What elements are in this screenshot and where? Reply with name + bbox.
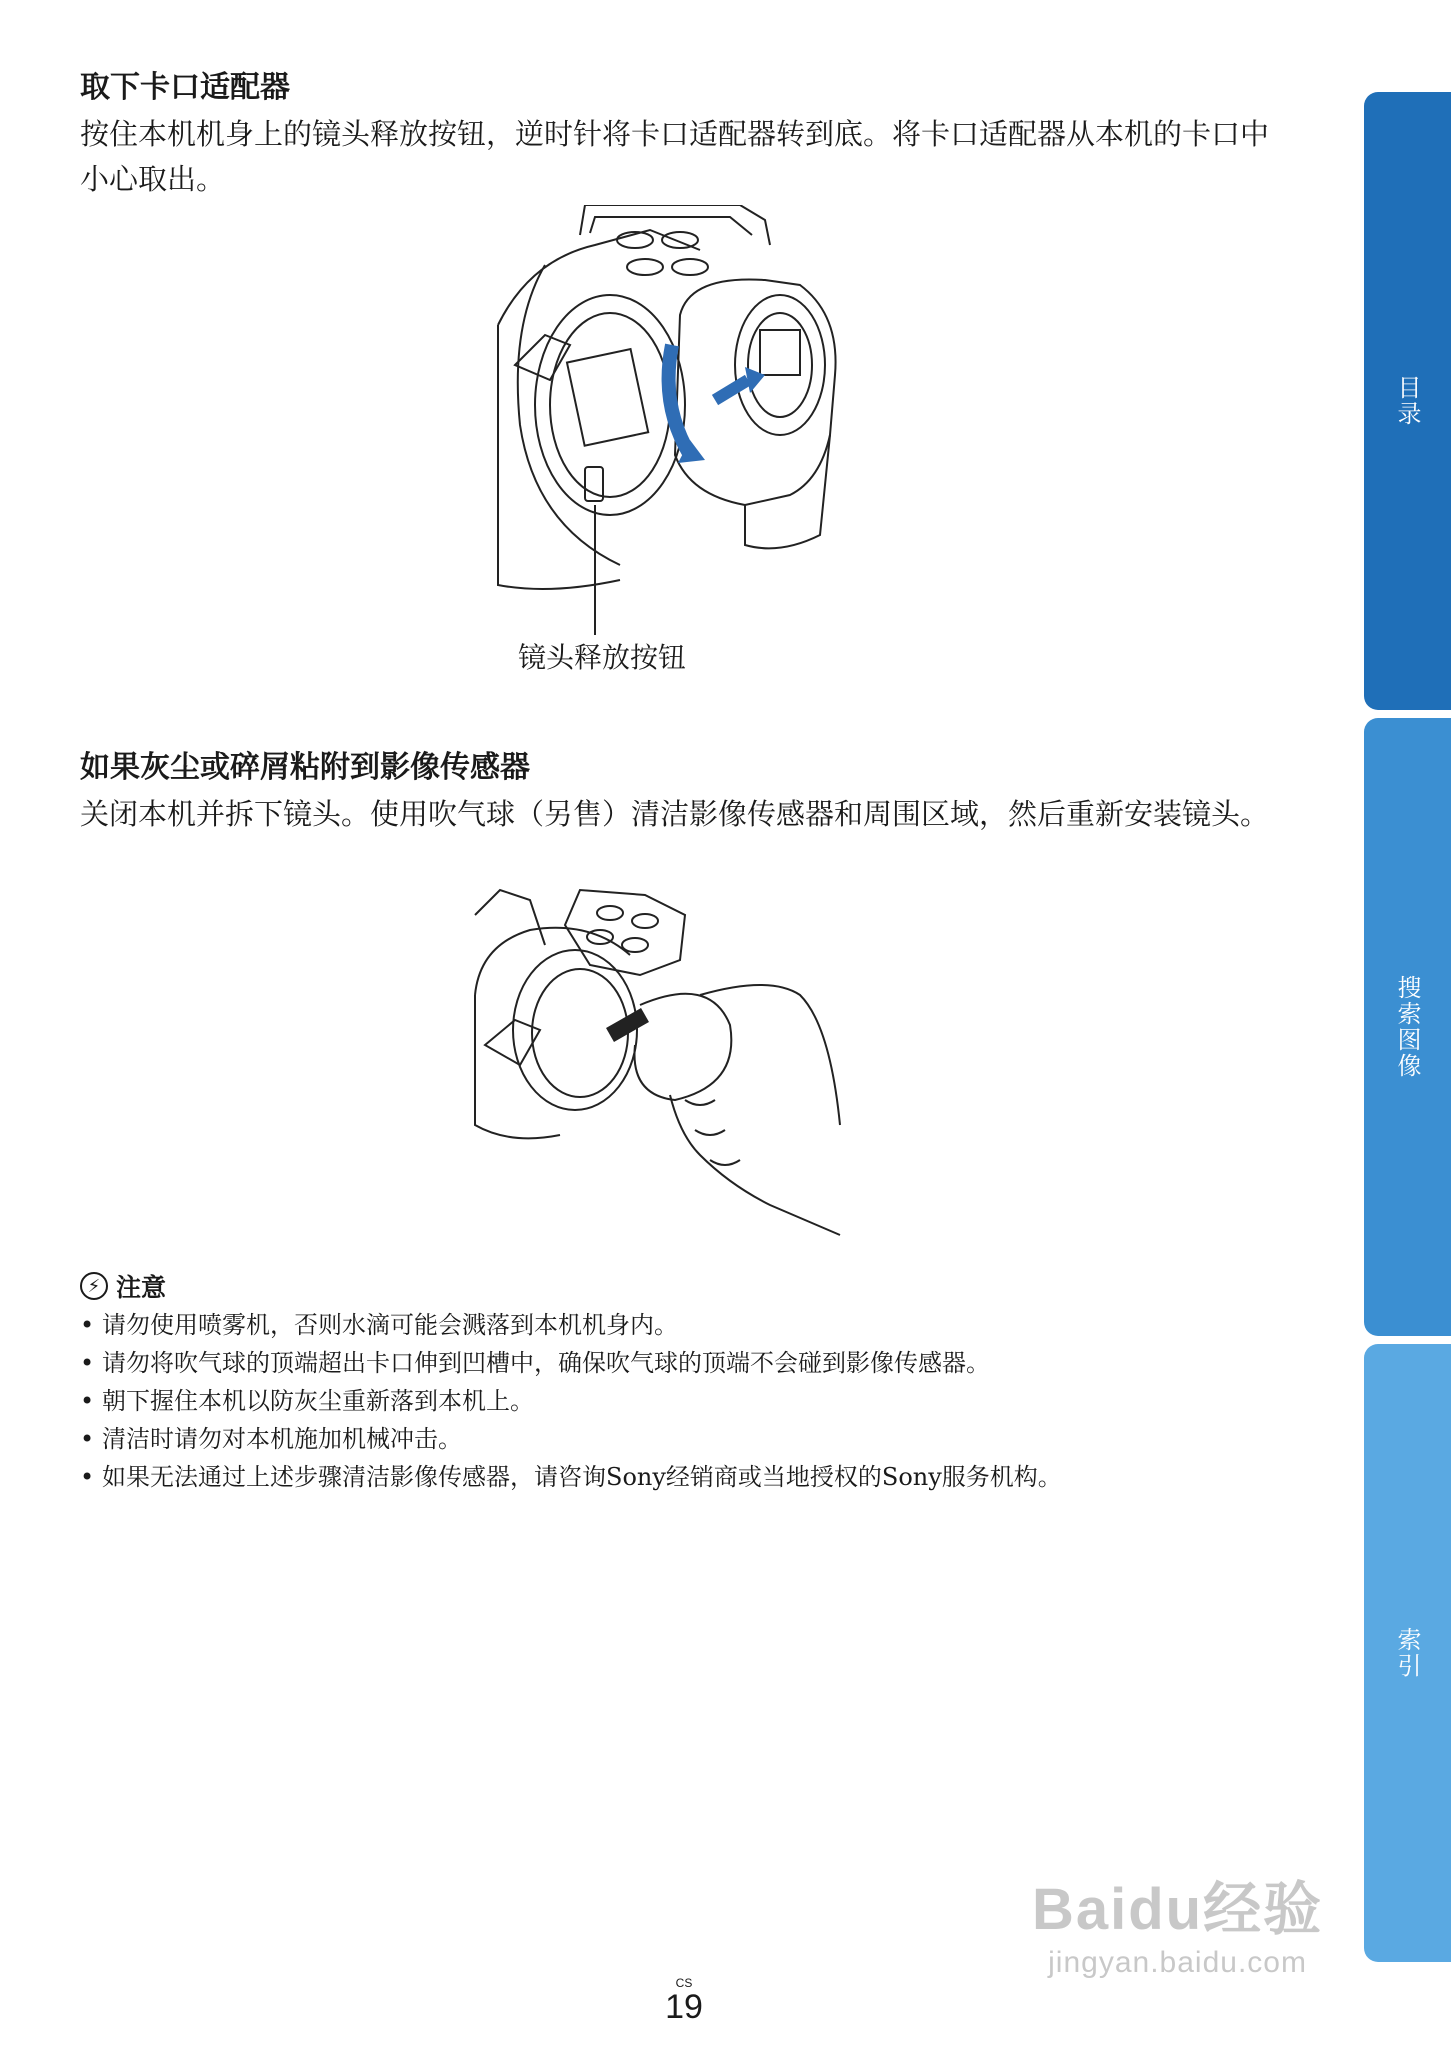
tab-search-images[interactable] [1364,718,1451,1336]
figure-remove-mount-adapter [490,205,880,600]
tab-contents[interactable] [1364,92,1451,710]
section-heading-dust-on-sensor: 如果灰尘或碎屑粘附到影像传感器 [80,750,530,785]
watermark-brand: Baidu经验 [1032,1877,1324,1942]
page-language-code: CS [675,1976,693,1990]
tab-index[interactable] [1364,1344,1451,1962]
section-body-remove-adapter: 按住本机机身上的镜头释放按钮，逆时针将卡口适配器转到底。将卡口适配器从本机的卡口中小心取出。 [80,117,1270,196]
tab-index-label: 索引 [1393,1627,1421,1679]
tab-contents-label: 目录 [1393,375,1421,427]
callout-line [594,595,596,635]
tab-search-images-label: 搜索图像 [1393,975,1421,1079]
baidu-watermark [1032,1862,1323,1980]
notes-title: 注意 [116,1273,167,1302]
page-number [664,1976,704,2024]
section-heading-remove-adapter: 取下卡口适配器 [80,70,290,105]
figure-clean-sensor-blower [470,885,845,1240]
note-item: • 请勿将吹气球的顶端超出卡口伸到凹槽中，确保吹气球的顶端不会碰到影像传感器。 [80,1344,1062,1382]
notes-heading [80,1268,166,1304]
page-number-value: 19 [665,1988,703,2026]
section-body-dust-on-sensor: 关闭本机并拆下镜头。使用吹气球（另售）清洁影像传感器和周围区域，然后重新安装镜头。 [80,797,1270,831]
note-item: • 朝下握住本机以防灰尘重新落到本机上。 [80,1382,1062,1420]
callout-lens-release-button: 镜头释放按钮 [518,641,687,674]
note-item: • 请勿使用喷雾机，否则水滴可能会溅落到本机机身内。 [80,1306,1062,1344]
note-item: • 清洁时请勿对本机施加机械冲击。 [80,1420,1062,1458]
note-item: • 如果无法通过上述步骤清洁影像传感器，请咨询Sony经销商或当地授权的Sony服务机构。 [80,1458,1062,1496]
watermark-url: jingyan.baidu.com [1048,1946,1307,1979]
notes-list [80,1306,1062,1496]
caution-icon: ⚡ [80,1272,108,1300]
